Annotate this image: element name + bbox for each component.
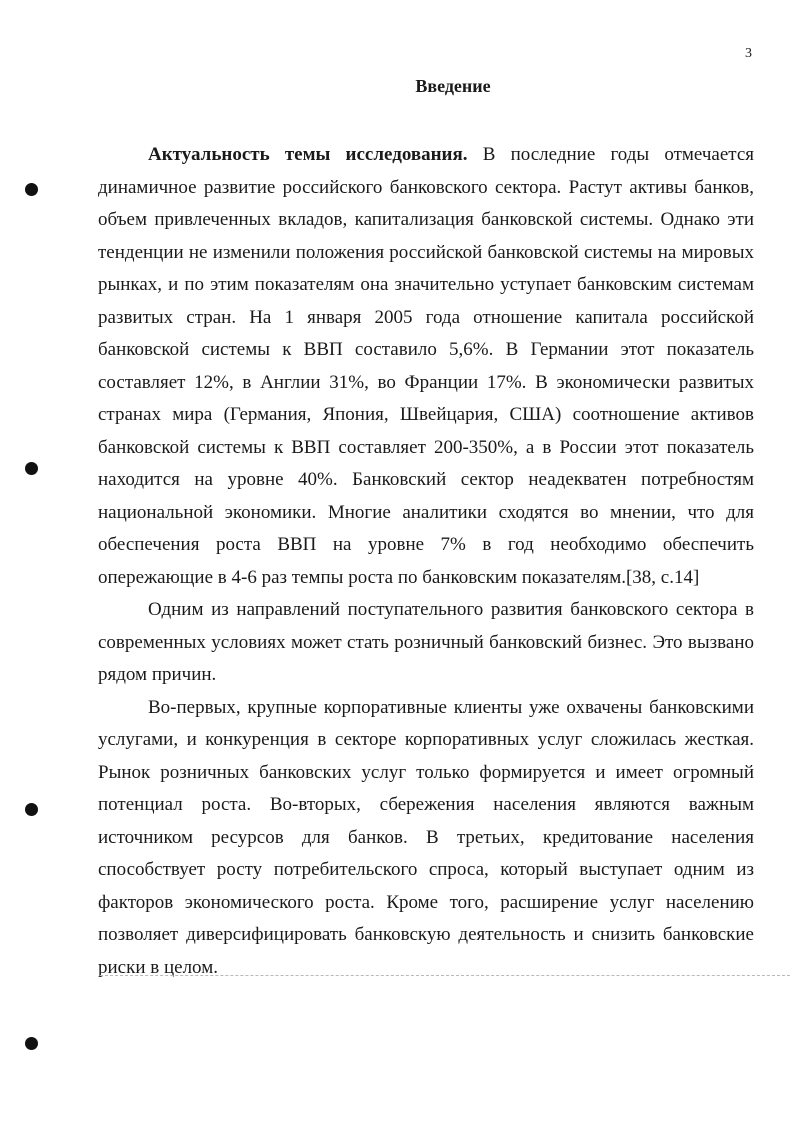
binding-hole-mark (25, 183, 38, 196)
scan-artifact-line (100, 975, 790, 976)
paragraph-retail-banking: Одним из направлений поступательного развития банковского сектора в современных условиях может стать розничный банковский бизнес. Это вызвано рядом причин. (98, 599, 754, 685)
paragraph-reasons: Во-первых, крупные корпоративные клиенты уже охвачены банковскими услугами, и конкуренция в секторе корпоративных услуг сложилась жесткая. Рынок розничных банковских услуг только формируется и имеет огромный потенциал роста. Во-вторых, сбережения населения являются важным источником ресурсов для банков. В третьих, кредитование населения способствует росту потребительского спроса, который выступает одним из факторов экономического роста. Кроме того, расширение услуг населению позволяет диверсифицировать банковскую деятельность и снизить банковские риски в целом. (98, 696, 754, 978)
intro-text: В последние годы отмечается динамичное развитие российского банковского сектора. Растут активы банков, объем привлеченных вкладов, капитализация банковской системы. Однако эти тенденции не изменили положения российской банковской системы на мировых рынках, и по этим показателям она значительно уступает банковским системам развитых стран. На 1 января 2005 года отношение капитала российской банковской системы к ВВП составило 5,6%. В Германии этот показатель составляет 12%, в Англии 31%, во Франции 17%. В экономически развитых странах мира (Германия, Япония, Швейцария, США) соотношение активов банковской системы к ВВП составляет 200-350%, а в России этот показатель находится на уровне 40%. Банковский сектор неадекватен потребностям национальной экономики. Многие аналитики сходятся во мнении, что для обеспечения роста ВВП на уровне 7% в год необходимо обеспечить опережающие в 4-6 раз темпы роста по банковским показателям.[38, с.14] (98, 144, 754, 588)
document-body (98, 139, 754, 984)
binding-hole-mark (25, 1037, 38, 1050)
intro-paragraph (98, 139, 754, 594)
page-number: 3 (745, 46, 752, 61)
page-title: Введение (415, 76, 491, 96)
intro-lead: Актуальность темы исследования. (148, 144, 468, 165)
binding-hole-mark (25, 803, 38, 816)
binding-hole-mark (25, 462, 38, 475)
